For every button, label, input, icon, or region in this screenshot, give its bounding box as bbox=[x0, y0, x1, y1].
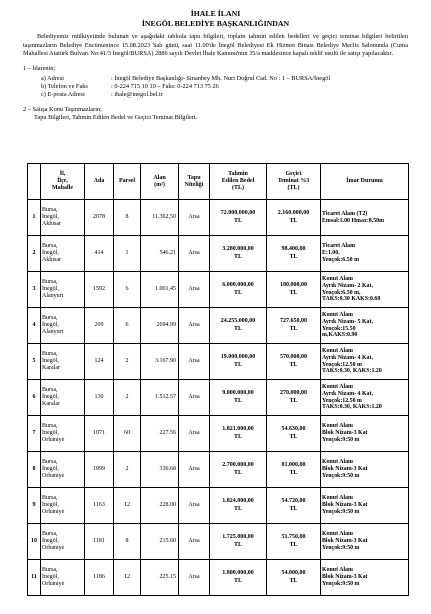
location-cell-line: Bursa, bbox=[42, 386, 58, 393]
bedel-cell-line: 3.280.000,00 bbox=[222, 246, 254, 253]
bedel-cell-line: 1.821.000,00 bbox=[222, 426, 254, 433]
header-imar: İmar Durumu bbox=[321, 164, 409, 200]
header-text: (TL) bbox=[287, 184, 300, 191]
tapu-cell: Arsa bbox=[179, 524, 210, 560]
imar-cell-line: E:1.00, bbox=[322, 250, 340, 257]
header-text: (m²) bbox=[154, 181, 165, 188]
teminat-cell bbox=[267, 380, 321, 416]
alan-cell: 3.167.90 bbox=[141, 344, 179, 380]
table-row bbox=[28, 272, 409, 308]
bedel-cell-line: 1.824.000,00 bbox=[222, 498, 254, 505]
imar-cell-line: Konut Alanı bbox=[322, 531, 353, 538]
location-cell-line: İnegöl, bbox=[42, 573, 59, 580]
imar-cell-line: Ayrık Nizam- 2 Kat, bbox=[322, 282, 373, 289]
ada-cell: 414 bbox=[85, 236, 114, 272]
ada-cell: 1071 bbox=[85, 416, 114, 452]
property-table bbox=[27, 163, 409, 596]
imar-cell-line: m,KAKS:0.90 bbox=[322, 332, 358, 339]
tapu-cell: Arsa bbox=[179, 200, 210, 236]
teminat-cell-line: TL bbox=[289, 577, 298, 584]
bedel-cell-line: 19.000.000,00 bbox=[220, 354, 256, 361]
section-2-subheading: Tapu Bilgileri, Tahmin Edilen Bedel ve Geçici Teminat Bilgileri. bbox=[34, 114, 198, 122]
teminat-cell-line: TL bbox=[289, 541, 298, 548]
teminat-cell-line: TL bbox=[289, 289, 298, 296]
location-cell-line: Akhisar bbox=[42, 221, 61, 228]
location-cell-line: Karalar bbox=[42, 365, 60, 372]
row-number: 10 bbox=[28, 524, 41, 560]
table-header-row bbox=[28, 164, 409, 200]
teminat-cell-line: 727.650,00 bbox=[280, 318, 307, 325]
teminat-cell bbox=[267, 524, 321, 560]
intro-paragraph: Belediyemiz mülkiyetinde bulunan ve aşağıdaki tabloda tapu bilgileri, toplam tahmin edilen bedelleri ve geçici teminat bilgileri belirtilen taşınmazların Belediye Encümenince 15.08.2023 Salı günü, saat 11.00'de İnegöl Belediyesi Ek Hizmet Binası Belediye Meclis Salonunda (Cuma Mahallesi Atatürk Bulvarı No:41/3 İnegöl/BURSA) 2886 sayılı Devlet İhale Kanunu'nun 35/a maddesince kapalı teklif usulü ile satışı yapılacaktır. bbox=[23, 33, 408, 58]
alan-cell: 546.21 bbox=[141, 236, 179, 272]
contact-block bbox=[41, 75, 431, 100]
bedel-cell-line: 9.000.000,00 bbox=[222, 390, 254, 397]
bedel-cell-line: 1.725.000,00 bbox=[222, 534, 254, 541]
teminat-cell bbox=[267, 272, 321, 308]
location-cell-line: Akhisar bbox=[42, 257, 61, 264]
contact-label: a) Adresi bbox=[41, 74, 64, 82]
teminat-cell-line: 270.000,00 bbox=[280, 390, 307, 397]
bedel-cell-line: TL bbox=[233, 469, 242, 476]
imar-cell-line: Konut Alanı bbox=[322, 383, 353, 390]
location-cell-line: Bursa, bbox=[42, 350, 58, 357]
table-row bbox=[28, 308, 409, 344]
location-cell-line: Bursa, bbox=[42, 314, 58, 321]
row-number: 7 bbox=[28, 416, 41, 452]
bedel-cell bbox=[210, 272, 267, 308]
imar-cell-line: Ayrık Nizam- 5 Kat, bbox=[322, 318, 373, 325]
parsel-cell: 12 bbox=[114, 488, 141, 524]
location-cell-line: İnegöl, bbox=[42, 501, 59, 508]
location-cell-line: İnegöl, bbox=[42, 537, 59, 544]
ada-cell: 1163 bbox=[85, 488, 114, 524]
bedel-cell bbox=[210, 200, 267, 236]
imar-cell bbox=[321, 524, 409, 560]
header-ada: Ada bbox=[85, 164, 114, 200]
imar-cell bbox=[321, 308, 409, 344]
teminat-cell-line: 98.400,00 bbox=[281, 246, 306, 253]
ada-cell: 1099 bbox=[85, 452, 114, 488]
location-cell-line: Bursa, bbox=[42, 494, 58, 501]
row-number: 8 bbox=[28, 452, 41, 488]
tapu-cell: Arsa bbox=[179, 380, 210, 416]
bedel-cell-line: 6.000.000,00 bbox=[222, 282, 254, 289]
parsel-cell: 2 bbox=[114, 380, 141, 416]
contact-label: c) E-posta Adresi bbox=[41, 90, 85, 98]
tapu-cell: Arsa bbox=[179, 308, 210, 344]
ada-cell: 124 bbox=[85, 344, 114, 380]
document-title bbox=[0, 9, 431, 28]
table-row bbox=[28, 416, 409, 452]
location-cell-line: Bursa, bbox=[42, 278, 58, 285]
row-number: 4 bbox=[28, 308, 41, 344]
location-cell-line: Alanyurt bbox=[42, 293, 64, 300]
location-cell bbox=[41, 524, 85, 560]
bedel-cell-line: 1.800.000,00 bbox=[222, 570, 254, 577]
imar-cell bbox=[321, 416, 409, 452]
ada-cell: 1186 bbox=[85, 560, 114, 596]
header-text: Tahmin bbox=[228, 171, 248, 178]
contact-value: : 0-224 715 10 10 – Faks: 0-224 713 75 26 bbox=[111, 82, 219, 90]
imar-cell-line: Blok Nizam-3 Kat bbox=[322, 466, 368, 473]
bedel-cell-line: TL bbox=[233, 289, 242, 296]
imar-cell-line: Blok Nizam-3 Kat bbox=[322, 574, 368, 581]
bedel-cell-line: TL bbox=[233, 325, 242, 332]
location-cell-line: İnegöl, bbox=[42, 357, 59, 364]
parsel-cell: 8 bbox=[114, 200, 141, 236]
imar-cell-line: Konut Alanı bbox=[322, 459, 353, 466]
bedel-cell-line: TL bbox=[233, 397, 242, 404]
teminat-cell bbox=[267, 416, 321, 452]
imar-cell-line: Konut Alanı bbox=[322, 423, 353, 430]
imar-cell-line: Blok Nizam-3 Kat bbox=[322, 538, 368, 545]
location-cell-line: İnegöl, bbox=[42, 249, 59, 256]
header-text: (TL) bbox=[232, 184, 244, 191]
row-number: 6 bbox=[28, 380, 41, 416]
location-cell bbox=[41, 308, 85, 344]
table-row bbox=[28, 452, 409, 488]
location-cell bbox=[41, 236, 85, 272]
row-number: 9 bbox=[28, 488, 41, 524]
teminat-cell-line: 51.750,00 bbox=[281, 534, 306, 541]
table-row bbox=[28, 200, 409, 236]
imar-cell bbox=[321, 200, 409, 236]
imar-cell-line: Ticaret Alanı (T2) bbox=[322, 210, 368, 217]
imar-cell-line: Konut Alanı bbox=[322, 275, 353, 282]
parsel-cell: 2 bbox=[114, 344, 141, 380]
location-cell-line: Bursa, bbox=[42, 566, 58, 573]
imar-cell-line: TAKS:0.30 KAKS:0.60 bbox=[322, 296, 381, 303]
imar-cell bbox=[321, 560, 409, 596]
location-cell-line: Bursa, bbox=[42, 242, 58, 249]
header-text: İl, bbox=[59, 171, 66, 178]
header-teminat bbox=[267, 164, 321, 200]
tapu-cell: Arsa bbox=[179, 452, 210, 488]
imar-cell-line: Blok Nizam-3 Kat bbox=[322, 502, 368, 509]
teminat-cell-line: TL bbox=[289, 217, 298, 224]
table-row bbox=[28, 488, 409, 524]
teminat-cell-line: 54.720,00 bbox=[281, 498, 306, 505]
parsel-cell: 8 bbox=[114, 524, 141, 560]
imar-cell-line: Yençok:6.50 m bbox=[322, 256, 359, 263]
bedel-cell bbox=[210, 344, 267, 380]
contact-row-email bbox=[41, 91, 431, 99]
location-cell bbox=[41, 560, 85, 596]
alan-cell: 1.512.57 bbox=[141, 380, 179, 416]
contact-value: : ihale@inegol.bel.tr bbox=[111, 90, 163, 98]
bedel-cell bbox=[210, 560, 267, 596]
header-no bbox=[28, 164, 41, 200]
location-cell-line: Bursa, bbox=[42, 206, 58, 213]
teminat-cell-line: 180.000,00 bbox=[280, 282, 307, 289]
parsel-cell: 2 bbox=[114, 452, 141, 488]
table-row bbox=[28, 560, 409, 596]
bedel-cell-line: TL bbox=[233, 541, 242, 548]
teminat-cell-line: 54.630,00 bbox=[281, 426, 306, 433]
location-cell bbox=[41, 200, 85, 236]
location-cell-line: Orhaniye bbox=[42, 473, 65, 480]
tapu-cell: Arsa bbox=[179, 272, 210, 308]
imar-cell-line: Konut Alanı bbox=[322, 495, 353, 502]
table-row bbox=[28, 524, 409, 560]
location-cell-line: İnegöl, bbox=[42, 465, 59, 472]
bedel-cell bbox=[210, 488, 267, 524]
header-bedel bbox=[210, 164, 267, 200]
teminat-cell bbox=[267, 200, 321, 236]
bedel-cell bbox=[210, 236, 267, 272]
imar-cell-line: Yençok:9:50 m bbox=[322, 436, 360, 443]
location-cell-line: İnegöl, bbox=[42, 213, 59, 220]
bedel-cell bbox=[210, 416, 267, 452]
bedel-cell-line: 72.000.000,00 bbox=[220, 210, 256, 217]
imar-cell-line: Konut Alanı bbox=[322, 347, 353, 354]
contact-row-phone bbox=[41, 83, 431, 91]
tapu-cell: Arsa bbox=[179, 416, 210, 452]
imar-cell bbox=[321, 344, 409, 380]
row-number: 3 bbox=[28, 272, 41, 308]
imar-cell bbox=[321, 452, 409, 488]
row-number: 1 bbox=[28, 200, 41, 236]
location-cell-line: Bursa, bbox=[42, 530, 58, 537]
header-parsel: Parsel bbox=[114, 164, 141, 200]
imar-cell-line: Konut Alanı bbox=[322, 567, 353, 574]
location-cell bbox=[41, 452, 85, 488]
location-cell-line: Alanyurt bbox=[42, 329, 64, 336]
imar-cell-line: Ticaret Alanı bbox=[322, 243, 355, 250]
imar-cell-line: TAKS:0.30, KAKS:1.20 bbox=[322, 404, 382, 411]
parsel-cell: 12 bbox=[114, 560, 141, 596]
location-cell-line: Karalar bbox=[42, 401, 60, 408]
ada-cell: 1181 bbox=[85, 524, 114, 560]
ada-cell: 1592 bbox=[85, 272, 114, 308]
title-line-2: İNEGÖL BELEDİYE BAŞKANLIĞINDAN bbox=[141, 18, 290, 28]
alan-cell: 11.362,50 bbox=[141, 200, 179, 236]
header-alan bbox=[141, 164, 179, 200]
imar-cell-line: Yençok:12.50 m bbox=[322, 361, 362, 368]
location-cell bbox=[41, 380, 85, 416]
contact-value: : İnegöl Belediye Başkanlığı- Sinanbey Mh. Nuri Doğrul Cad. No : 1 – BURSA/İnegöl bbox=[111, 74, 331, 82]
header-text: Niteliği bbox=[184, 181, 204, 188]
bedel-cell bbox=[210, 308, 267, 344]
imar-cell-line: Blok Nizam-3 Kat bbox=[322, 430, 368, 437]
tapu-cell: Arsa bbox=[179, 344, 210, 380]
location-cell-line: İnegöl, bbox=[42, 429, 59, 436]
row-number: 11 bbox=[28, 560, 41, 596]
location-cell-line: Orhaniye bbox=[42, 545, 65, 552]
alan-cell: 215.60 bbox=[141, 524, 179, 560]
imar-cell bbox=[321, 380, 409, 416]
imar-cell-line: Yençok:9:50 m bbox=[322, 580, 360, 587]
location-cell-line: İnegöl, bbox=[42, 321, 59, 328]
teminat-cell bbox=[267, 560, 321, 596]
bedel-cell-line: TL bbox=[233, 505, 242, 512]
location-cell bbox=[41, 488, 85, 524]
imar-cell bbox=[321, 236, 409, 272]
teminat-cell bbox=[267, 488, 321, 524]
location-cell-line: Bursa, bbox=[42, 422, 58, 429]
bedel-cell-line: TL bbox=[233, 433, 242, 440]
table-row bbox=[28, 380, 409, 416]
teminat-cell-line: 81.000,00 bbox=[281, 462, 306, 469]
title-line-1: İHALE İLANI bbox=[190, 9, 241, 18]
imar-cell-line: Ayrık Nizam- 4 Kat, bbox=[322, 390, 373, 397]
teminat-cell-line: TL bbox=[289, 433, 298, 440]
imar-cell-line: Konut Alanı bbox=[322, 311, 353, 318]
location-cell-line: Orhaniye bbox=[42, 437, 65, 444]
parsel-cell: 6 bbox=[114, 308, 141, 344]
imar-cell-line: Emsal:1.00 Hmax:8.50m bbox=[322, 217, 385, 224]
location-cell-line: İnegöl, bbox=[42, 393, 59, 400]
alan-cell: 225.15 bbox=[141, 560, 179, 596]
header-tapu bbox=[179, 164, 210, 200]
imar-cell-line: Yençok:15.50 bbox=[322, 325, 356, 332]
header-text: Teminat %3 bbox=[277, 178, 310, 185]
parsel-cell: 6 bbox=[114, 272, 141, 308]
teminat-cell-line: TL bbox=[289, 505, 298, 512]
ada-cell: 130 bbox=[85, 380, 114, 416]
section-2-heading: 2 – Satışa Konu Taşınmazların; bbox=[23, 106, 102, 114]
table-row bbox=[28, 344, 409, 380]
bedel-cell-line: TL bbox=[233, 217, 242, 224]
alan-cell: 2694.99 bbox=[141, 308, 179, 344]
header-text: Geçici bbox=[285, 171, 302, 178]
alan-cell: 228.00 bbox=[141, 488, 179, 524]
tapu-cell: Arsa bbox=[179, 488, 210, 524]
header-location bbox=[41, 164, 85, 200]
teminat-cell-line: TL bbox=[289, 361, 298, 368]
header-text: Alan bbox=[153, 174, 166, 181]
bedel-cell-line: TL bbox=[233, 253, 242, 260]
bedel-cell bbox=[210, 380, 267, 416]
ada-cell: 209 bbox=[85, 308, 114, 344]
location-cell-line: İnegöl, bbox=[42, 285, 59, 292]
teminat-cell-line: TL bbox=[289, 397, 298, 404]
parsel-cell: 60 bbox=[114, 416, 141, 452]
imar-cell-line: Yençok:12.50 m bbox=[322, 397, 362, 404]
teminat-cell-line: TL bbox=[289, 469, 298, 476]
teminat-cell bbox=[267, 308, 321, 344]
alan-cell: 336.68 bbox=[141, 452, 179, 488]
location-cell bbox=[41, 272, 85, 308]
teminat-cell bbox=[267, 344, 321, 380]
teminat-cell-line: 570.000,00 bbox=[280, 354, 307, 361]
header-text: Edilen Bedel bbox=[221, 178, 255, 185]
contact-label: b) Telefon ve Faks bbox=[41, 82, 88, 90]
teminat-cell bbox=[267, 452, 321, 488]
teminat-cell-line: 54.000,00 bbox=[281, 570, 306, 577]
location-cell-line: Bursa, bbox=[42, 458, 58, 465]
table-row bbox=[28, 236, 409, 272]
imar-cell-line: Yençok:6.50 m, bbox=[322, 289, 361, 296]
teminat-cell bbox=[267, 236, 321, 272]
tapu-cell: Arsa bbox=[179, 560, 210, 596]
bedel-cell bbox=[210, 524, 267, 560]
bedel-cell-line: TL bbox=[233, 577, 242, 584]
imar-cell-line: Yençok:9:50 m bbox=[322, 508, 360, 515]
parsel-cell: 1 bbox=[114, 236, 141, 272]
ada-cell: 2078 bbox=[85, 200, 114, 236]
teminat-cell-line: TL bbox=[289, 253, 298, 260]
bedel-cell bbox=[210, 452, 267, 488]
bedel-cell-line: 2.700.000,00 bbox=[222, 462, 254, 469]
location-cell-line: Orhaniye bbox=[42, 509, 65, 516]
row-number: 2 bbox=[28, 236, 41, 272]
table-body bbox=[28, 200, 409, 596]
header-text: Mahalle bbox=[52, 184, 73, 191]
location-cell bbox=[41, 344, 85, 380]
imar-cell bbox=[321, 272, 409, 308]
imar-cell-line: Ayrık Nizam- 4 Kat, bbox=[322, 354, 373, 361]
alan-cell: 227.56 bbox=[141, 416, 179, 452]
imar-cell-line: Yençok:9:50 m bbox=[322, 544, 360, 551]
alan-cell: 1.001,45 bbox=[141, 272, 179, 308]
contact-row-address bbox=[41, 75, 431, 83]
header-text: İlçe, bbox=[57, 178, 68, 185]
row-number: 5 bbox=[28, 344, 41, 380]
bedel-cell-line: TL bbox=[233, 361, 242, 368]
teminat-cell-line: 2.160.000,00 bbox=[277, 210, 310, 217]
section-1-heading: 1 – İdarenin; bbox=[23, 65, 56, 73]
teminat-cell-line: TL bbox=[289, 325, 298, 332]
bedel-cell-line: 24.255.000,00 bbox=[220, 318, 256, 325]
imar-cell-line: TAKS:0.30, KAKS:1.20 bbox=[322, 368, 382, 375]
location-cell bbox=[41, 416, 85, 452]
header-text: Tapu bbox=[187, 174, 201, 181]
tapu-cell: Arsa bbox=[179, 236, 210, 272]
imar-cell-line: Yençok:9:50 m bbox=[322, 472, 360, 479]
imar-cell bbox=[321, 488, 409, 524]
location-cell-line: Orhaniye bbox=[42, 581, 65, 588]
